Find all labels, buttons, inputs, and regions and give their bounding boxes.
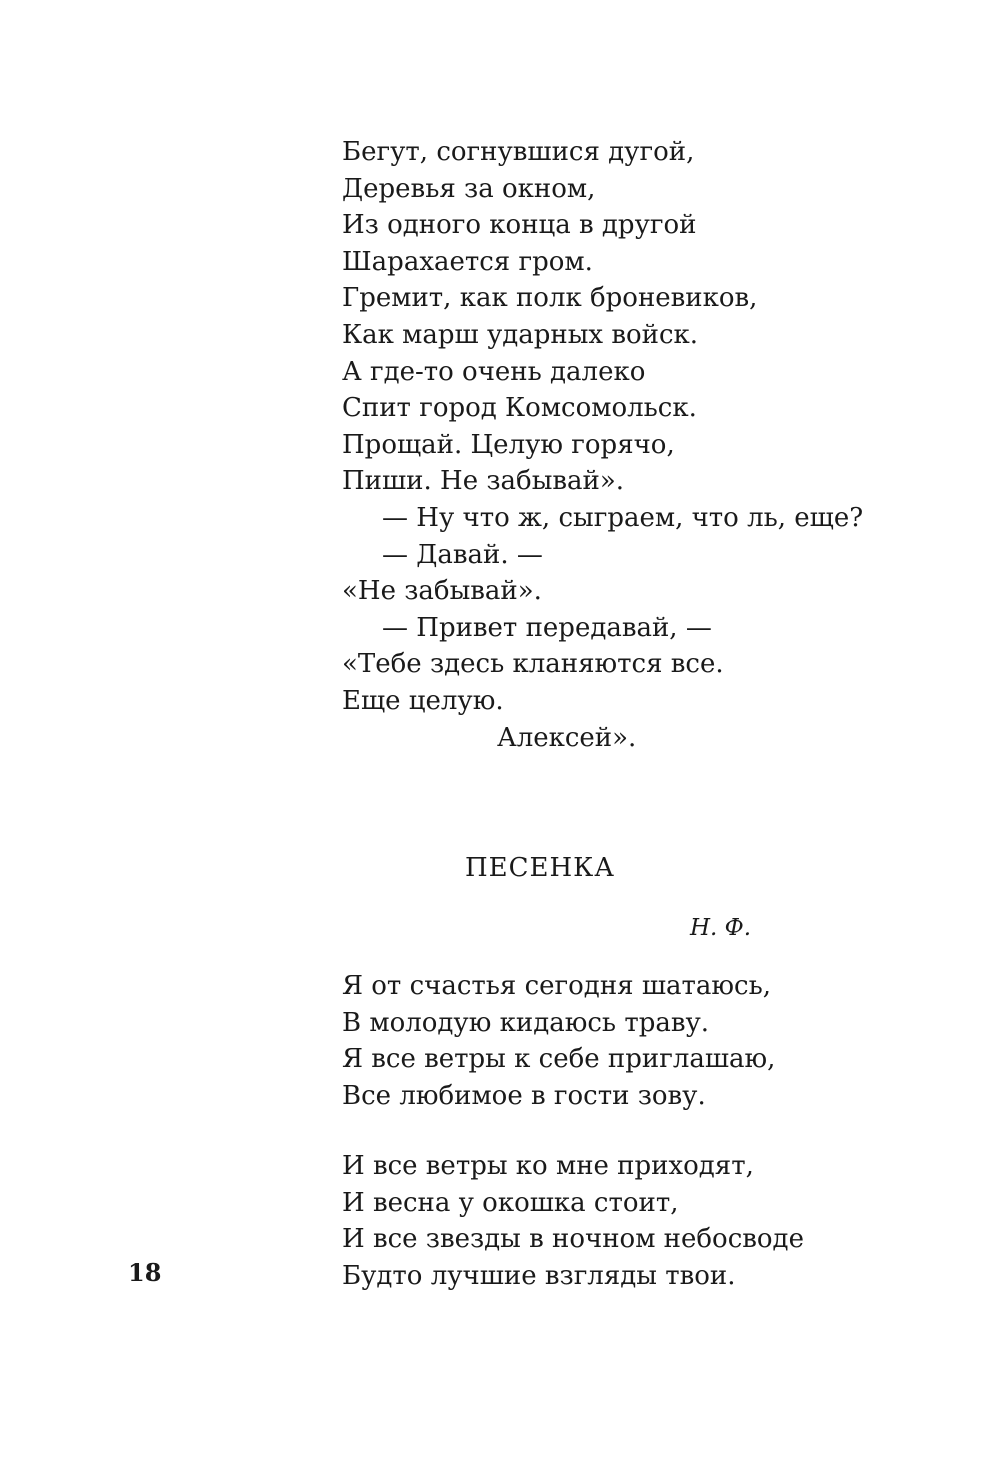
dialogue-line: — Привет передавай, —: [382, 612, 712, 643]
song-stanza-1: [342, 968, 775, 1114]
poem-line: Спит город Комсомольск.: [342, 393, 697, 424]
stanza-line: И все ветры ко мне приходят,: [342, 1151, 754, 1181]
poem-line: Как марш ударных войск.: [342, 319, 699, 350]
dedication: Н. Ф.: [690, 915, 752, 941]
poem-line: Деревья за окном,: [342, 173, 596, 204]
poem-line: «Тебе здесь кланяются все.: [342, 649, 724, 680]
poem-line: Бегут, согнувшися дугой,: [342, 137, 695, 167]
poem-line: А где-то очень далеко: [342, 356, 646, 387]
page-number: 18: [128, 1258, 162, 1287]
letter-signature: Алексей».: [497, 722, 637, 753]
stanza-line: Я все ветры к себе приглашаю,: [342, 1044, 776, 1075]
song-stanza-2: [342, 1148, 804, 1294]
poem-line: Гремит, как полк броневиков,: [342, 283, 758, 314]
poem-line: Прощай. Целую горячо,: [342, 429, 675, 460]
poem-line: Пиши. Не забывай».: [342, 466, 625, 497]
stanza-line: Я от счастья сегодня шатаюсь,: [342, 971, 771, 1001]
stanza-line: И весна у окошка стоит,: [342, 1187, 679, 1218]
top-poem: [342, 134, 863, 756]
poem-line: Шарахается гром.: [342, 246, 593, 277]
poem-line: «Не забывай».: [342, 576, 542, 607]
stanza-line: Все любимое в гости зову.: [342, 1080, 706, 1111]
stanza-line: И все звезды в ночном небосводе: [342, 1224, 804, 1255]
stanza-line: В молодую кидаюсь траву.: [342, 1007, 710, 1038]
poem-line: Из одного конца в другой: [342, 210, 697, 241]
poem-line: Еще целую.: [342, 685, 504, 716]
song-title: ПЕСЕНКА: [464, 853, 615, 883]
dialogue-line: — Давай. —: [382, 539, 543, 570]
stanza-line: Будто лучшие взгляды твои.: [342, 1260, 736, 1291]
dialogue-line: — Ну что ж, сыграем, что ль, еще?: [382, 502, 864, 533]
